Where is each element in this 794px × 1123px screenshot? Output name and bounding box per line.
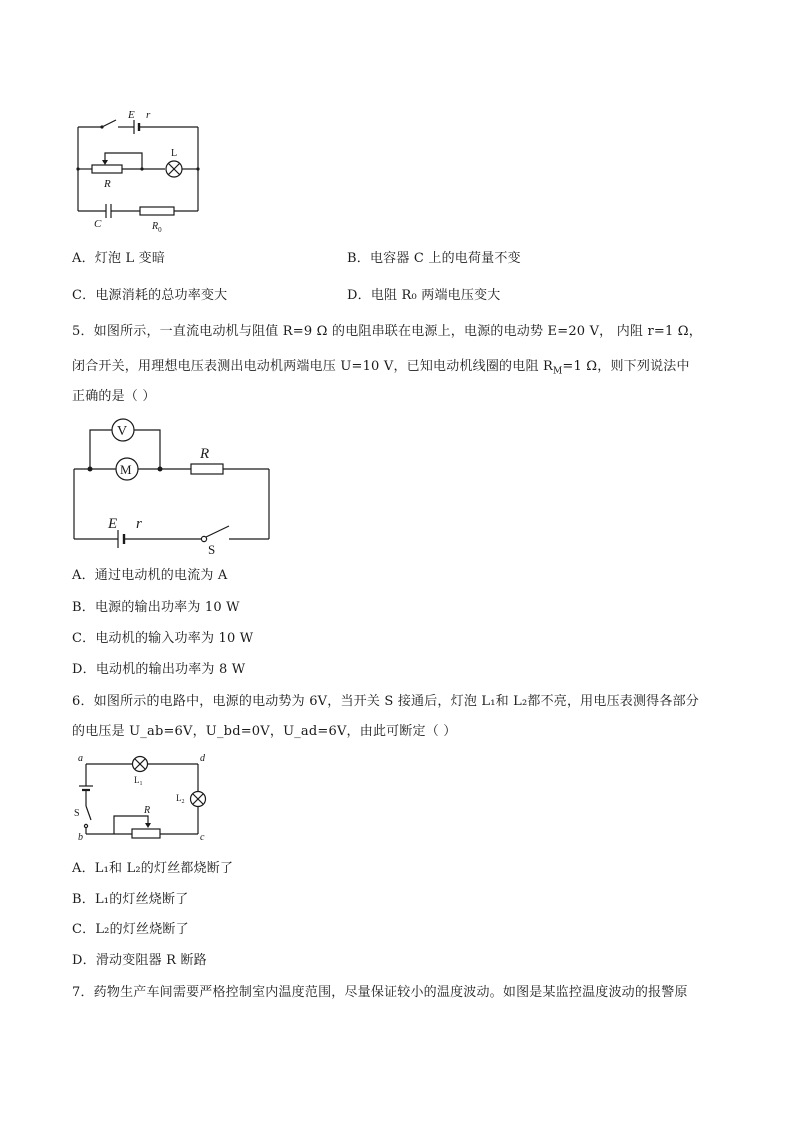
q4-label-L: L [171, 148, 178, 159]
q5-option-b: B．电源的输出功率为 10 W [72, 600, 240, 615]
q4-label-C: C [94, 218, 102, 230]
q4-label-E: E [128, 109, 135, 121]
q7-stem-line1: 7．药物生产车间需要严格控制室内温度范围，尽量保证较小的温度波动。如图是某监控温度波动的报警原 [72, 985, 688, 1000]
q5-stem-line3: 正确的是（ ） [72, 389, 156, 404]
q6-label-b: b [78, 832, 83, 843]
q6-label-R: R [144, 805, 151, 816]
q6-label-L2: $L_2$ [176, 793, 185, 805]
q6-label-d: d [200, 753, 205, 764]
q5-option-a: A．通过电动机的电流为 A [72, 568, 228, 583]
q5-stem-line2: 闭合开关，用理想电压表测出电动机两端电压 U=10 V，已知电动机线圈的电阻 $R_M=1$ Ω，则下列说法中 [72, 359, 690, 377]
q5-option-c: C．电动机的输入功率为 10 W [72, 631, 254, 646]
q4-circuit-diagram [70, 105, 210, 235]
q4-option-a: A．灯泡 L 变暗 [72, 251, 166, 266]
q4-label-R: R [104, 178, 111, 190]
q6-option-d: D．滑动变阻器 R 断路 [72, 953, 207, 968]
q6-option-b: B．L₁的灯丝烧断了 [72, 892, 189, 907]
q5-label-r: r [136, 516, 142, 532]
q5-stem-line1: 5．如图所示，一直流电动机与阻值 R=9 Ω 的电阻串联在电源上，电源的电动势 E=20 V， 内阻 r=1 Ω， [72, 324, 702, 339]
q4-label-R0: $R_0$ [152, 221, 162, 234]
q4-label-r: r [146, 109, 151, 121]
q6-stem-line1: 6．如图所示的电路中，电源的电动势为 6V，当开关 S 接通后，灯泡 L₁和 L₂都不亮，用电压表测得各部分 [72, 694, 699, 709]
q6-label-a: a [78, 753, 83, 764]
q5-label-E: E [108, 516, 118, 532]
q6-label-L1: $L_1$ [134, 775, 143, 787]
q4-option-c: C．电源消耗的总功率变大 [72, 288, 228, 303]
q5-label-R: R [200, 446, 210, 462]
q5-motor-label: M [120, 462, 132, 477]
q6-label-S: S [74, 808, 80, 819]
q6-label-c: c [200, 832, 205, 843]
q5-label-S: S [208, 542, 216, 557]
q4-option-b: B．电容器 C 上的电荷量不变 [347, 251, 521, 266]
q6-stem-line2: 的电压是 U_ab=6V，U_bd=0V，U_ad=6V，由此可断定（ ） [72, 724, 457, 739]
q6-circuit-diagram [70, 750, 215, 845]
q4-option-d: D．电阻 R₀ 两端电压变大 [347, 288, 501, 303]
q6-option-c: C．L₂的灯丝烧断了 [72, 922, 189, 937]
q5-circuit-diagram [66, 418, 278, 558]
q6-option-a: A．L₁和 L₂的灯丝都烧断了 [72, 861, 234, 876]
q5-option-d: D．电动机的输出功率为 8 W [72, 662, 246, 677]
q5-voltmeter-label: V [117, 424, 128, 439]
